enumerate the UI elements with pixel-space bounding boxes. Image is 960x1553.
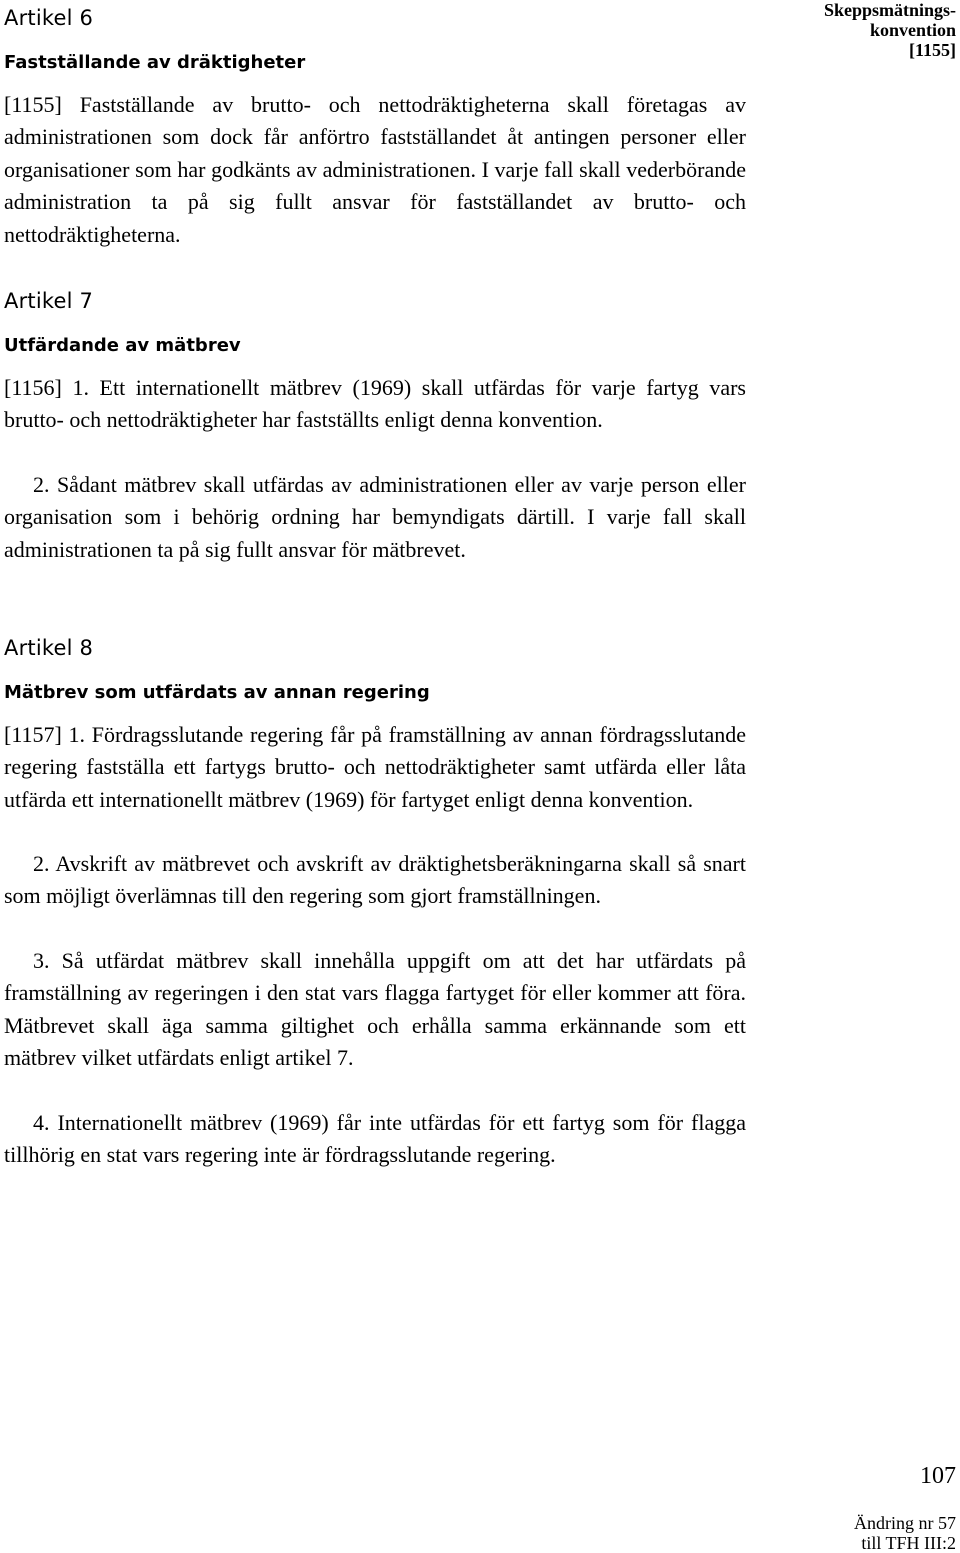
article-paragraph: [1155] Fastställande av brutto- och nettodräktigheterna skall företagas av administrationen som dock får anförtro fastställandet åt antingen personer eller organisationer som har godkänts av administrationen. I varje fall skall vederbörande administration ta på sig fullt ansvar för fastställandet av brutto- och nettodräktigheterna.	[4, 92, 746, 247]
article-heading: Artikel 6	[4, 6, 94, 30]
article-paragraph: [1157] 1. Fördragsslutande regering får på framställning av annan fördragsslutande regering fastställa ett fartygs brutto- och nettodräktigheter samt utfärda eller låta utfärda ett internationellt mätbrev (1969) för fartyget enligt denna konvention.	[4, 722, 746, 812]
article-paragraph: 2. Avskrift av mätbrevet och avskrift av dräktighetsberäkningarna skall så snart som möjligt överlämnas till den regering som gjort framställningen.	[4, 851, 746, 909]
side-header-subtitle: konvention	[869, 20, 956, 40]
article-heading: Artikel 7	[4, 289, 94, 313]
article-paragraph: 4. Internationellt mätbrev (1969) får inte utfärdas för ett fartyg som för flagga tillhörig en stat vars regering inte är fördragsslutande regering.	[4, 1110, 746, 1168]
footer-line: till TFH III:2	[861, 1533, 956, 1553]
article-subheading: Fastställande av dräktigheter	[4, 52, 306, 73]
article-subheading: Mätbrev som utfärdats av annan regering	[4, 682, 430, 703]
page-number: 107	[920, 1463, 956, 1489]
side-header-ref: [1155]	[909, 40, 956, 60]
footer-line: Ändring nr 57	[854, 1513, 956, 1533]
article-paragraph: 2. Sådant mätbrev skall utfärdas av administrationen eller av varje person eller organisation som i behörig ordning har bemyndigats därtill. I varje fall skall administrationen ta på sig fullt ansvar för mätbrevet.	[4, 472, 746, 562]
article-paragraph: [1156] 1. Ett internationellt mätbrev (1969) skall utfärdas för varje fartyg vars brutto- och nettodräktigheter har fastställts enligt denna konvention.	[4, 375, 746, 433]
article-paragraph: 3. Så utfärdat mätbrev skall innehålla uppgift om att det har utfärdats på framställning av regeringen i den stat vars flagga fartyget för eller kommer att föra. Mätbrevet skall äga samma giltighet och erhålla samma erkännande som ett mätbrev vilket utfärdats enligt artikel 7.	[4, 948, 746, 1071]
article-subheading: Utfärdande av mätbrev	[4, 335, 241, 356]
side-header-title: Skeppsmätnings-	[823, 0, 956, 20]
page-footer	[854, 1513, 956, 1553]
article-heading: Artikel 8	[4, 636, 94, 660]
side-header	[824, 0, 956, 60]
